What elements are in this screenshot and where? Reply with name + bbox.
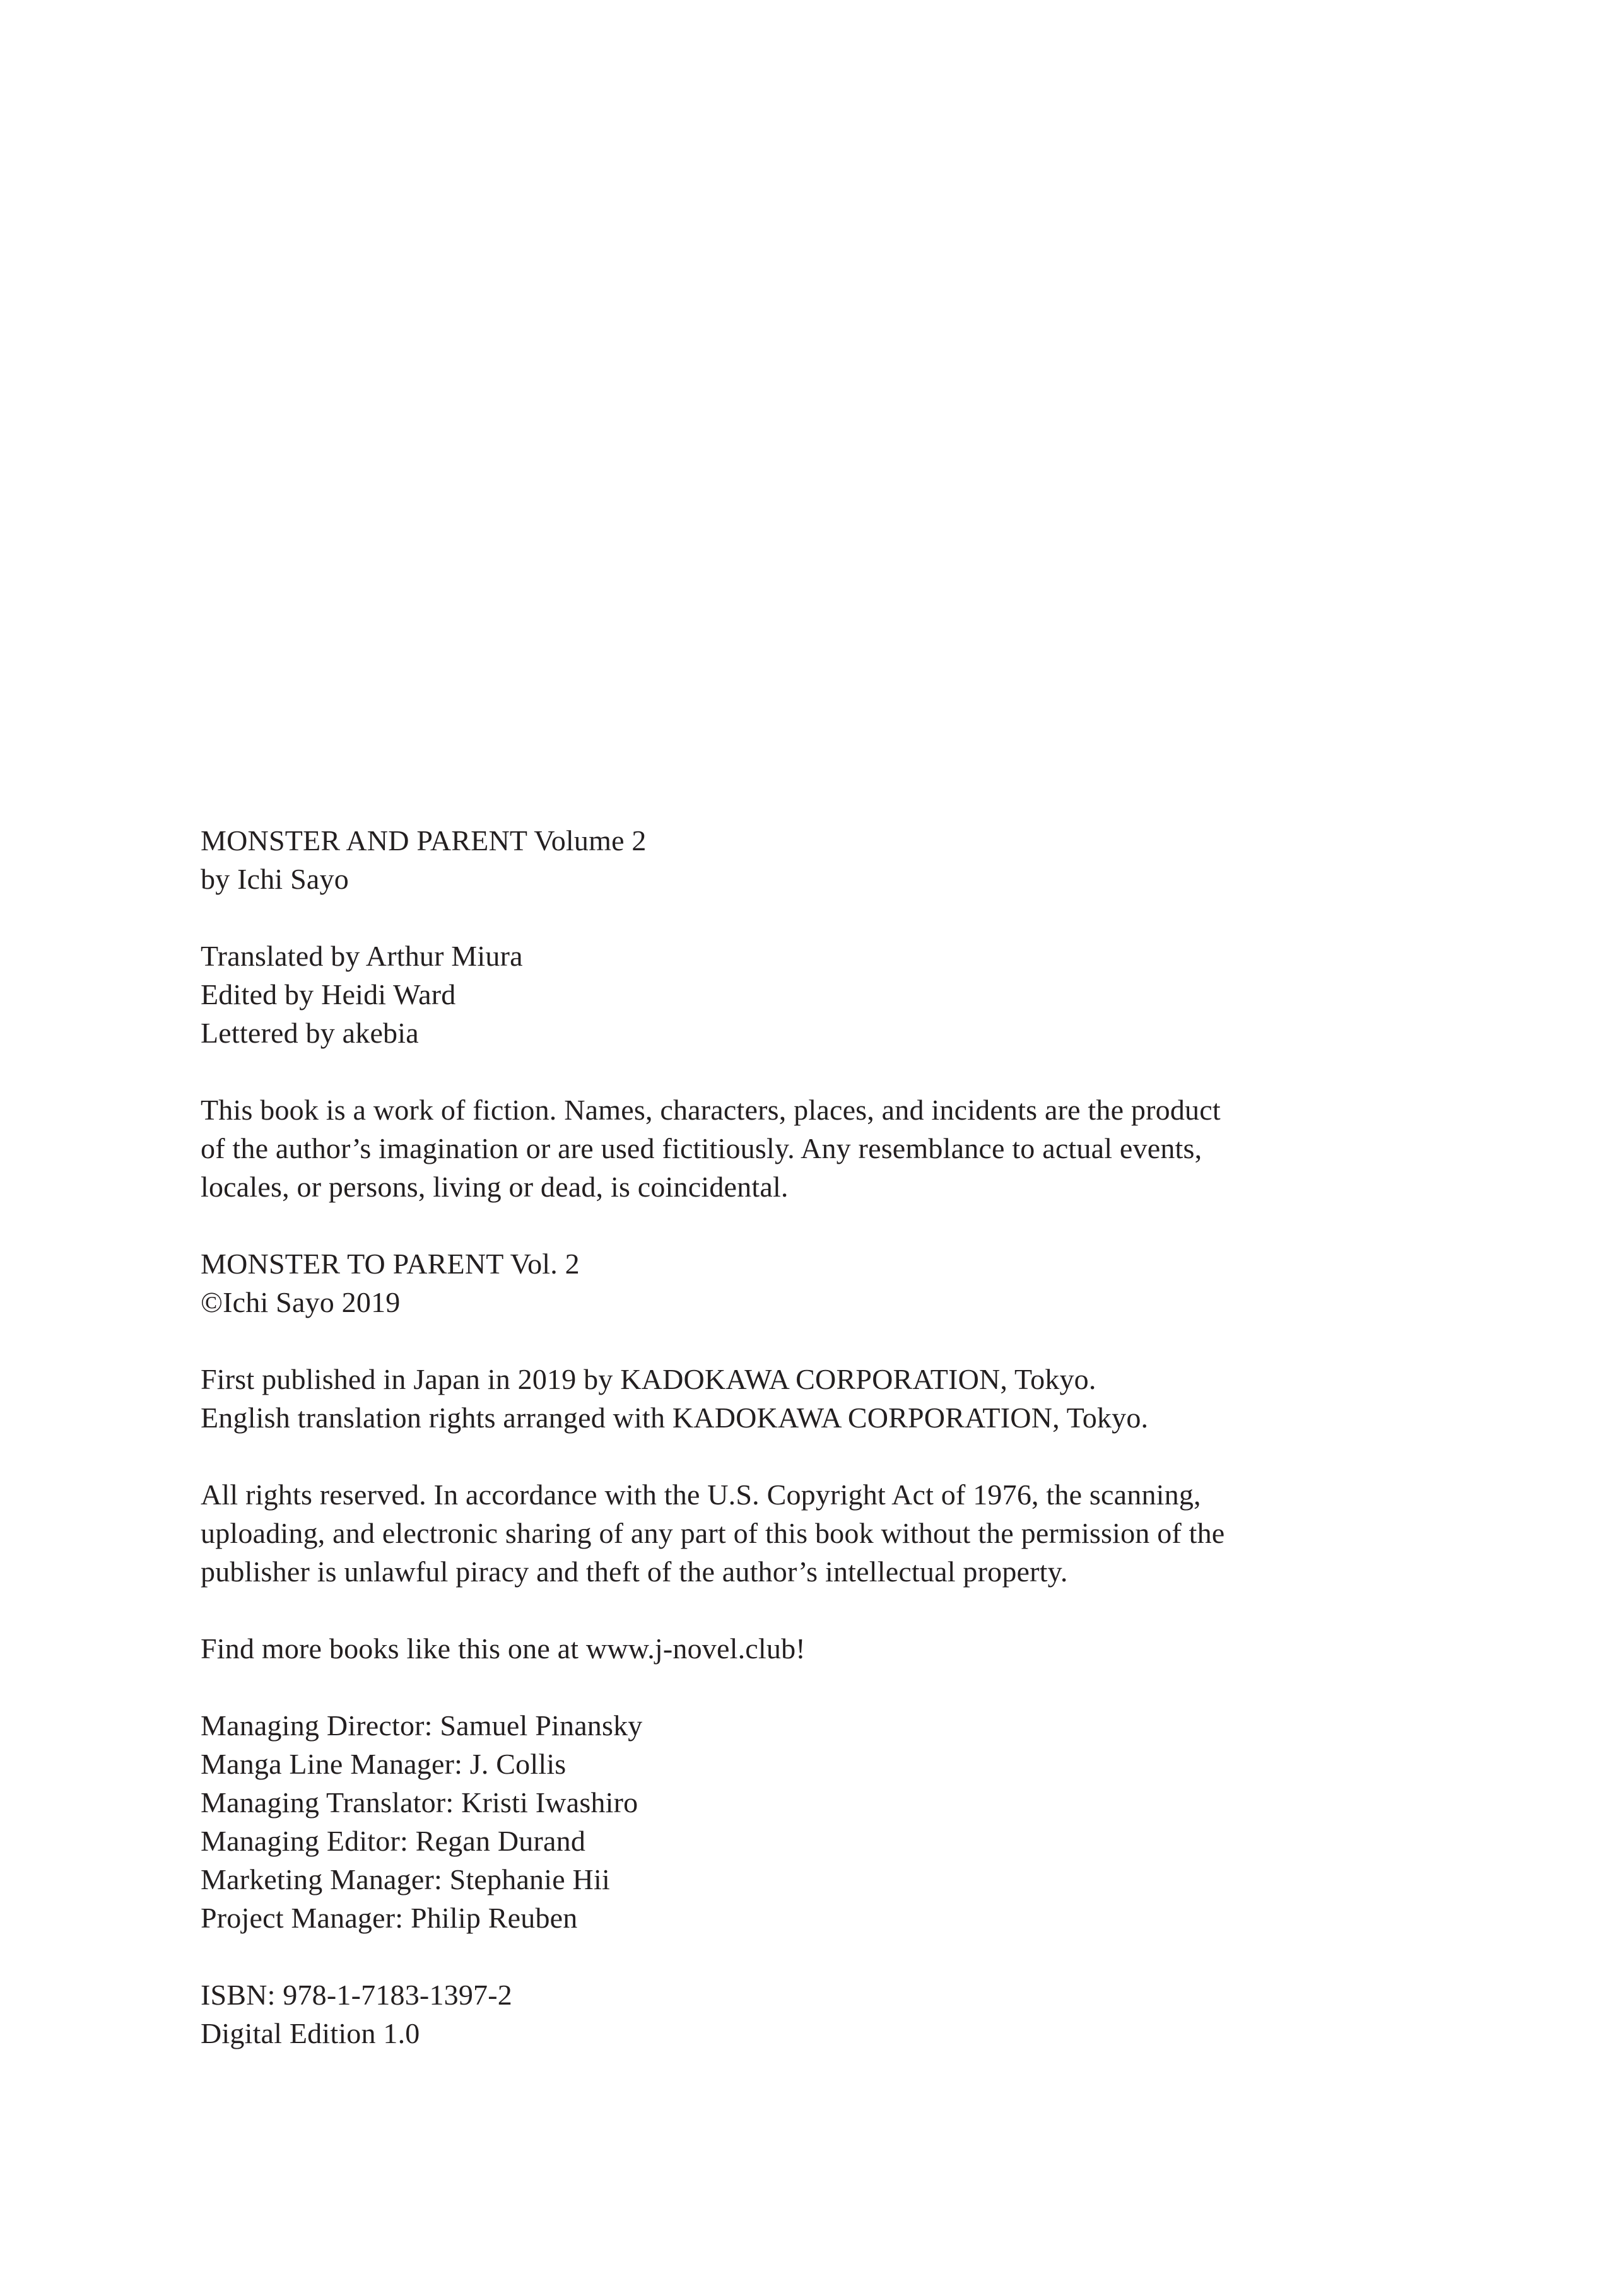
isbn: ISBN: 978-1-7183-1397-2 xyxy=(201,1979,512,2011)
original-title: MONSTER TO PARENT Vol. 2 xyxy=(201,1248,580,1280)
original-title-block xyxy=(201,1245,1224,1321)
translator-credit: Translated by Arthur Miura xyxy=(201,940,523,972)
disclaimer-line: locales, or persons, living or dead, is coincidental. xyxy=(201,1171,789,1203)
book-title: MONSTER AND PARENT Volume 2 xyxy=(201,824,647,857)
disclaimer-line: This book is a work of fiction. Names, characters, places, and incidents are the product xyxy=(201,1094,1221,1126)
manga-line-manager-credit: Manga Line Manager: J. Collis xyxy=(201,1748,567,1780)
publication-line: English translation rights arranged with KADOKAWA CORPORATION, Tokyo. xyxy=(201,1402,1149,1434)
publication-block xyxy=(201,1360,1224,1437)
project-manager-credit: Project Manager: Philip Reuben xyxy=(201,1902,578,1934)
staff-block xyxy=(201,937,1224,1052)
copyright-notice: ©Ichi Sayo 2019 xyxy=(201,1286,401,1318)
managing-translator-credit: Managing Translator: Kristi Iwashiro xyxy=(201,1786,638,1819)
publisher-credits-block xyxy=(201,1706,1224,1937)
managing-director-credit: Managing Director: Samuel Pinansky xyxy=(201,1709,643,1742)
book-author: by Ichi Sayo xyxy=(201,863,349,895)
marketing-manager-credit: Marketing Manager: Stephanie Hii xyxy=(201,1863,610,1895)
promo-line: Find more books like this one at www.j-novel.club! xyxy=(201,1632,806,1665)
rights-line: publisher is unlawful piracy and theft of the author’s intellectual property. xyxy=(201,1555,1068,1588)
fiction-disclaimer-block xyxy=(201,1091,1224,1206)
editor-credit: Edited by Heidi Ward xyxy=(201,978,456,1010)
promo-block xyxy=(201,1629,1224,1668)
managing-editor-credit: Managing Editor: Regan Durand xyxy=(201,1825,586,1857)
edition-block xyxy=(201,1976,1224,2053)
publication-line: First published in Japan in 2019 by KADOKAWA CORPORATION, Tokyo. xyxy=(201,1363,1096,1395)
rights-line: All rights reserved. In accordance with the U.S. Copyright Act of 1976, the scanning, xyxy=(201,1479,1201,1511)
edition-version: Digital Edition 1.0 xyxy=(201,2017,420,2049)
rights-line: uploading, and electronic sharing of any part of this book without the permission of the xyxy=(201,1517,1225,1549)
colophon-text xyxy=(201,821,1224,2053)
letterer-credit: Lettered by akebia xyxy=(201,1017,419,1049)
rights-reserved-block xyxy=(201,1475,1224,1591)
title-block xyxy=(201,821,1224,898)
disclaimer-line: of the author’s imagination or are used fictitiously. Any resemblance to actual events, xyxy=(201,1132,1202,1164)
